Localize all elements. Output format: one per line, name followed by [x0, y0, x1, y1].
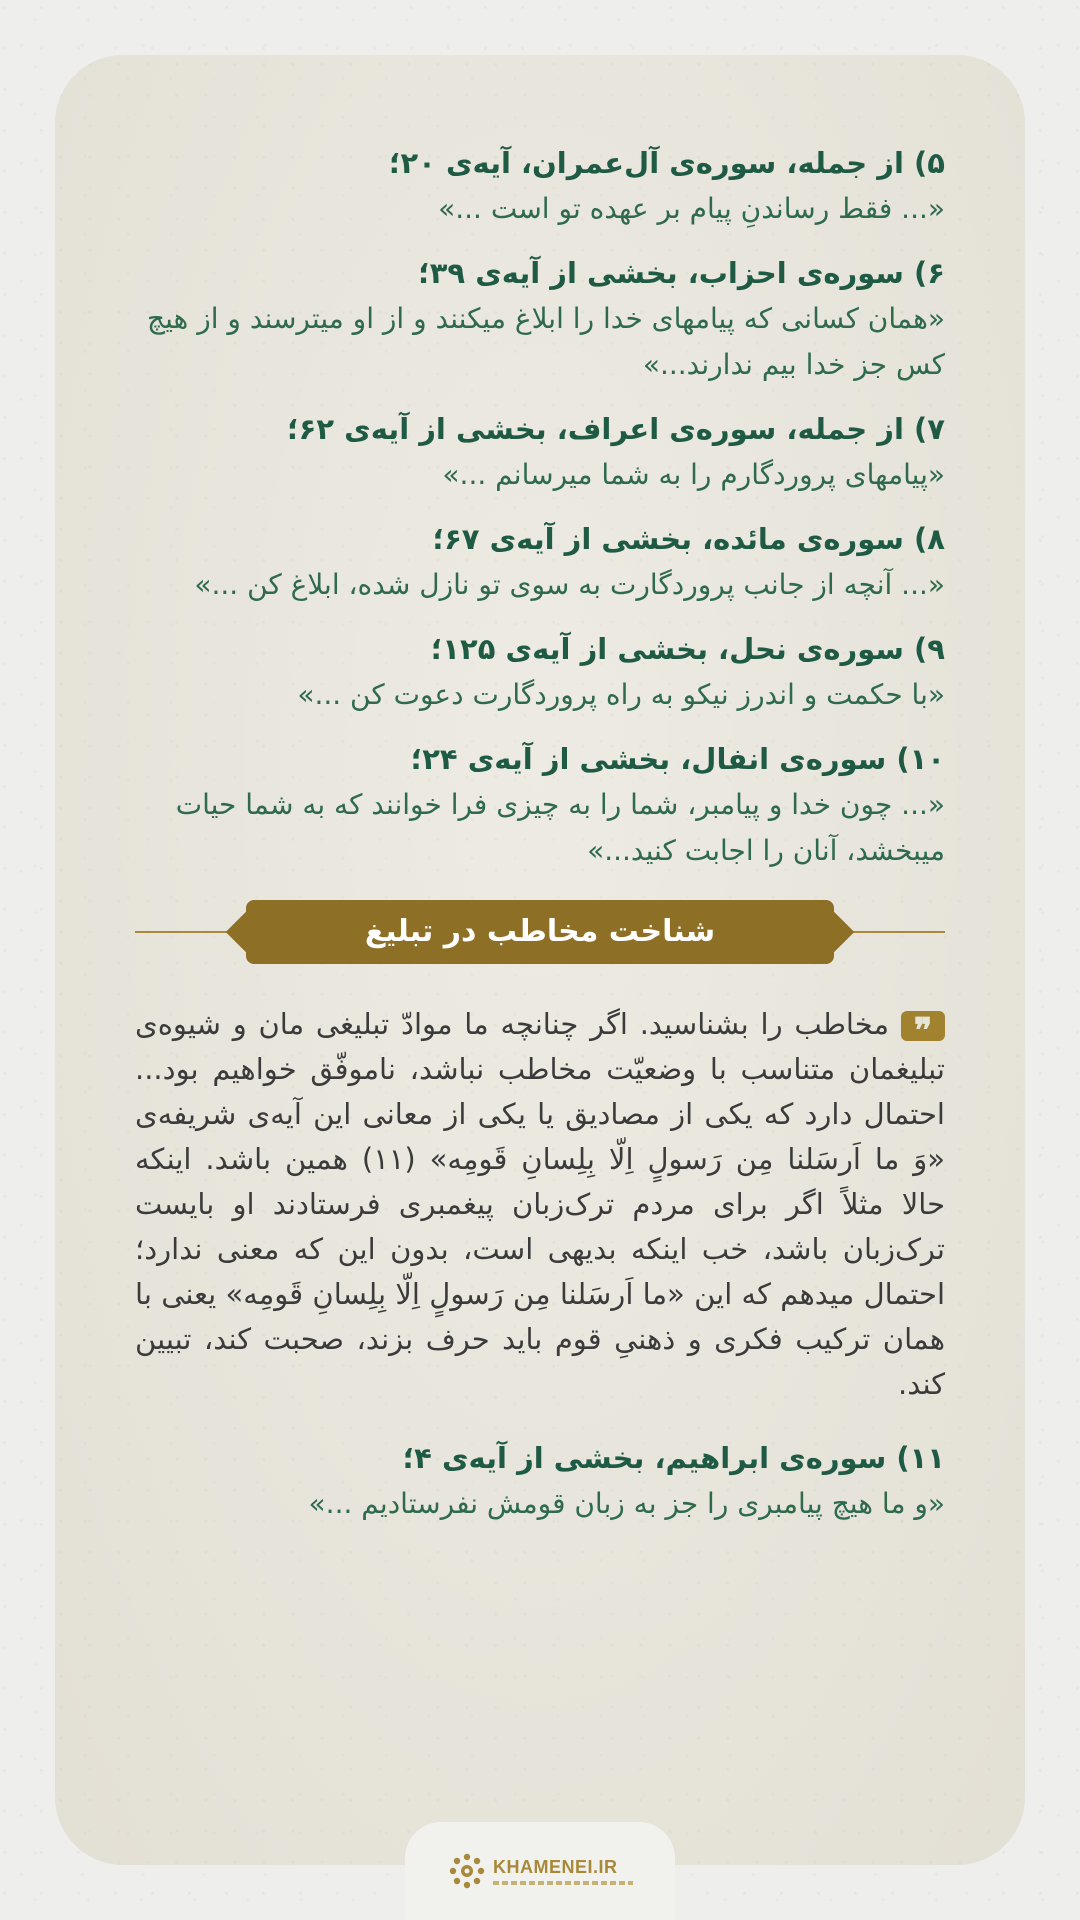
- reference-quote: «پیامهای پروردگارم را به شما میرسانم ...»: [442, 458, 945, 491]
- footer-logo-tab: [405, 1822, 675, 1920]
- divider-line-left: [135, 931, 232, 933]
- reference-title: ۱۰) سوره‌ی انفال، بخشی از آیه‌ی ۲۴؛: [410, 742, 945, 776]
- reference-title: ۱۱) سوره‌ی ابراهیم، بخشی از آیه‌ی ۴؛: [402, 1441, 945, 1475]
- reference-7: [135, 406, 945, 498]
- reference-quote: «و ما هیچ پیامبری را جز به زبان قومش نفرستادیم ...»: [308, 1487, 945, 1520]
- divider-line-right: [848, 931, 945, 933]
- logo-text: KHAMENEI.IR: [493, 1857, 618, 1877]
- reference-quote: «... آنچه از جانب پروردگارت به سوی تو نازل شده، ابلاغ کن ...»: [194, 568, 945, 601]
- reference-8: [135, 516, 945, 608]
- reference-title: ۵) از جمله، سوره‌ی آل‌عمران، آیه‌ی ۲۰؛: [388, 146, 945, 180]
- quote-mark-icon: ❞: [901, 1011, 945, 1041]
- reference-title: ۶) سوره‌ی احزاب، بخشی از آیه‌ی ۳۹؛: [418, 256, 945, 290]
- main-content: [135, 140, 945, 1545]
- khamenei-emblem-icon: [447, 1851, 487, 1891]
- reference-9: [135, 626, 945, 718]
- reference-11: [135, 1435, 945, 1527]
- logo-wordmark: [493, 1857, 633, 1885]
- section-header: [135, 900, 945, 964]
- reference-quote: «همان کسانی که پیامهای خدا را ابلاغ میکنند و از او میترسند و از هیچ کس جز خدا بیم ندارند...»: [147, 302, 945, 381]
- logo-tagline-decoration: [493, 1881, 633, 1885]
- quote-body-text: مخاطب را بشناسید. اگر چنانچه ما موادّ تبلیغی مان و شیوه‌ی تبلیغمان متناسب با وضعیّت مخاطب نباشد، ناموفّق خواهیم بود... احتمال دارد که یکی از مصادیق یا یکی از معانی این آیه‌ی شریفه‌ی «وَ ما اَرسَلنا مِن رَسولٍ اِلّا بِلِسانِ قَومِه» (۱۱) همین باشد. اینکه حالا مثلاً اگر برای مردم ترک‌زبان پیغمبری فرستادند او بایست ترک‌زبان باشد، خب اینکه بدیهی است، بدون این که معنی ندارد؛ احتمال میدهم که این «ما اَرسَلنا مِن رَسولٍ اِلّا بِلِسانِ قَومِه» یعنی با همان ترکیب فکری و ذهنیِ قوم باید حرف بزند، صحبت کند، تبیین کند.: [135, 1007, 945, 1401]
- quote-paragraph: [135, 1002, 945, 1407]
- reference-title: ۸) سوره‌ی مائده، بخشی از آیه‌ی ۶۷؛: [432, 522, 945, 556]
- reference-5: [135, 140, 945, 232]
- reference-title: ۷) از جمله، سوره‌ی اعراف، بخشی از آیه‌ی ۶۲؛: [287, 412, 945, 446]
- reference-10: [135, 736, 945, 874]
- reference-title: ۹) سوره‌ی نحل، بخشی از آیه‌ی ۱۲۵؛: [430, 632, 945, 666]
- reference-6: [135, 250, 945, 388]
- reference-quote: «... فقط رساندنِ پیام بر عهده تو است ...»: [438, 192, 945, 225]
- section-title: شناخت مخاطب در تبلیغ: [246, 900, 834, 964]
- reference-quote: «با حکمت و اندرز نیکو به راه پروردگارت دعوت کن ...»: [297, 678, 945, 711]
- reference-quote: «... چون خدا و پیامبر، شما را به چیزی فرا خوانند که به شما حیات میبخشد، آنان را اجابت کنید...»: [175, 788, 945, 867]
